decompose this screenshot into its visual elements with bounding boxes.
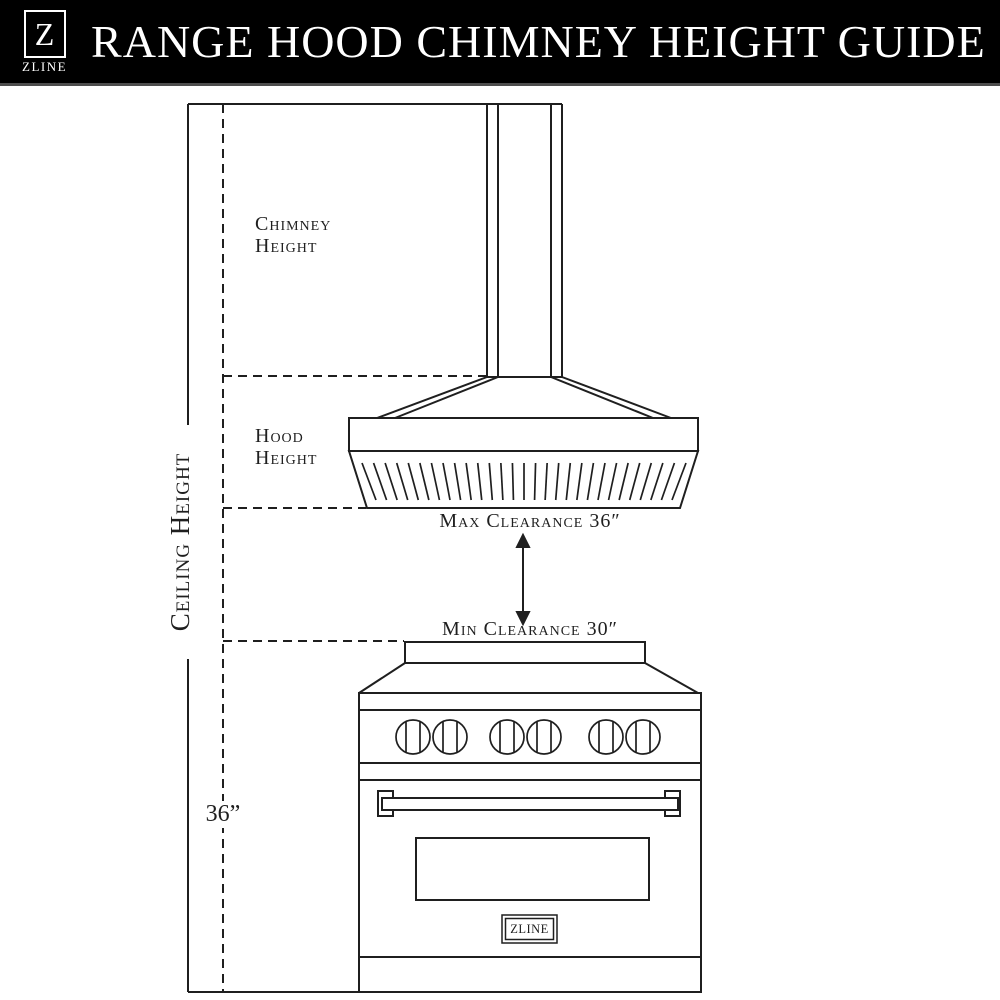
clearance-arrow	[517, 535, 529, 624]
hood-height-line1: Hood	[255, 425, 304, 447]
max-clearance-label: Max Clearance 36″	[439, 510, 621, 532]
zline-logo	[22, 10, 67, 73]
range-badge-label: ZLINE	[510, 922, 549, 936]
page-title: RANGE HOOD CHIMNEY HEIGHT GUIDE	[91, 15, 986, 67]
min-clearance-label: Min Clearance 30″	[442, 618, 618, 640]
chimney-height-line1: Chimney	[255, 213, 332, 235]
hood-height-line2: Height	[255, 447, 318, 470]
chimney	[487, 104, 562, 377]
logo-brand: ZLINE	[22, 59, 68, 74]
wall-height-label: 36”	[197, 801, 249, 828]
ceiling-height-label: Ceiling Height	[162, 425, 198, 659]
range-backsplash	[405, 642, 645, 663]
logo-z-icon: Z	[24, 10, 66, 58]
chimney-height-label	[255, 213, 331, 258]
banner	[0, 0, 1000, 86]
hood-height-label	[255, 425, 317, 470]
oven-window	[416, 838, 649, 900]
chimney-height-line2: Height	[255, 235, 318, 258]
hood	[349, 377, 698, 508]
